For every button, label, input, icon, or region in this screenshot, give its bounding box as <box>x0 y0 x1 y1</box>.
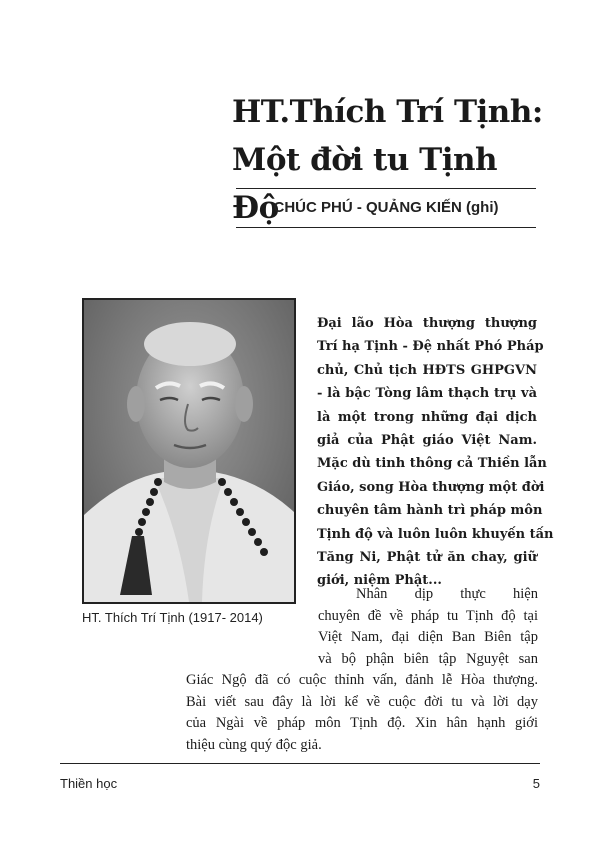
title-line-2: Một đời tu Tịnh Độ <box>232 142 498 226</box>
body-line: Bài viết sau đây là lời kể về cuộc đời tu và lời dạy <box>186 693 538 710</box>
byline-rule-top <box>236 188 536 189</box>
body-line: Việt Nam, đại diện Ban Biên tập <box>318 629 538 645</box>
byline: CHÚC PHÚ - QUẢNG KIẾN (ghi) <box>273 199 499 216</box>
byline-rule-bottom <box>236 227 536 228</box>
lead-line: Tăng Ni, Phật tử ăn chay, giữ <box>317 550 537 566</box>
body-paragraph-right <box>318 584 538 670</box>
photo-caption: HT. Thích Trí Tịnh (1917- 2014) <box>82 610 263 625</box>
body-line: thiệu cùng quý độc giả. <box>186 736 322 753</box>
footer-page-number: 5 <box>532 776 540 791</box>
portrait-photo <box>82 298 296 604</box>
lead-paragraph <box>317 312 554 593</box>
body-line: Nhân dịp thực hiện <box>356 586 538 602</box>
lead-line: giới, niệm Phật... <box>317 573 442 589</box>
lead-line: là một trong những đại dịch <box>317 409 537 425</box>
lead-line: chuyên tâm hành trì pháp môn <box>317 503 543 519</box>
title-line-1: HT.Thích Trí Tịnh: <box>232 94 543 130</box>
lead-line: Đại lão Hòa thượng thượng <box>317 316 537 331</box>
portrait-illustration <box>84 300 294 602</box>
lead-line: Mặc dù tinh thông cả Thiền lẫn <box>317 456 547 472</box>
footer-rule <box>60 763 540 764</box>
body-line: và bộ phận biên tập Nguyệt san <box>318 650 538 667</box>
lead-line: Trí hạ Tịnh - Đệ nhất Phó Pháp <box>317 339 544 355</box>
lead-line: Tịnh độ và luôn luôn khuyến tấn <box>317 526 554 542</box>
lead-line: Giáo, song Hòa thượng một đời <box>317 479 545 495</box>
footer-publication: Thiền học <box>60 776 118 791</box>
lead-line: giả của Phật giáo Việt Nam. <box>317 433 537 449</box>
lead-line: chủ, Chủ tịch HĐTS GHPGVN <box>317 362 537 378</box>
body-paragraph-wide <box>186 670 538 756</box>
body-line: chuyên đề về pháp tu Tịnh độ tại <box>318 607 538 624</box>
body-line: của Ngài về pháp môn Tịnh độ. Xin hân hạnh giới <box>186 715 538 731</box>
lead-line: - là bậc Tòng lâm thạch trụ và <box>317 386 537 402</box>
body-line: Giác Ngộ đã có cuộc thỉnh vấn, đảnh lễ Hòa thượng. <box>186 672 538 688</box>
